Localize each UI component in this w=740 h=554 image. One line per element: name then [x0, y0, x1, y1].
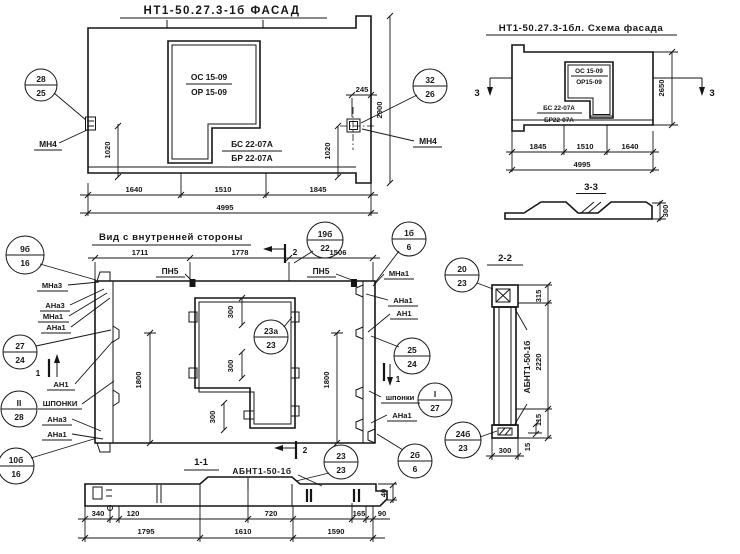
- callout-facade-right: [413, 69, 447, 103]
- dim-1800-right: 1800: [322, 371, 331, 389]
- cut3-label-right: 3: [709, 88, 715, 99]
- facade-view: [34, 5, 442, 216]
- facade-dim-2900: 2900: [375, 101, 384, 119]
- section1-dim-1590: 1590: [327, 527, 345, 536]
- callout-bottom: 24: [407, 359, 417, 369]
- label-ana1-bottom: АНа1: [47, 430, 67, 439]
- callout-bottom: 22: [320, 243, 330, 253]
- cut2-label-top: 2: [292, 247, 298, 257]
- cut1-arrow-left: [54, 354, 60, 363]
- callout-bottom: 23: [457, 278, 467, 288]
- callouts: [0, 69, 497, 484]
- callout-bottom: 25: [36, 88, 46, 98]
- callout-inner-left-mid: [3, 335, 37, 369]
- anchor-label-left: МН4: [39, 139, 57, 149]
- inner-dim-1506: 1506: [329, 248, 347, 257]
- dim-300-1: 300: [226, 305, 235, 319]
- section-3-3-profile: [505, 202, 652, 219]
- label-mna3: МНа3: [41, 281, 63, 290]
- callout-window-inner: [254, 320, 288, 354]
- callout-inner-right-mid: [394, 338, 430, 374]
- loop-label-1: ПН5: [161, 266, 179, 276]
- anchor-plate-right: [347, 119, 360, 132]
- section2-dim-15: 15: [523, 442, 532, 452]
- anchor-plate-left: [86, 117, 96, 130]
- callout-bottom: 16: [20, 258, 30, 268]
- callout-inner-top-left: [6, 236, 44, 274]
- facade-window-frame-mark: ОР 15-09: [191, 87, 227, 97]
- label-r-mna1: МНа1: [388, 269, 410, 278]
- section2-part-mark: АБНТ1-50-1б: [522, 340, 532, 394]
- section1-dim-90: 90: [377, 509, 387, 518]
- shear-keys-right: [356, 285, 375, 443]
- section2-dim-2220: 2220: [534, 353, 543, 371]
- section-1-1-title: 1-1: [194, 457, 208, 468]
- callout-bottom: 23: [458, 443, 468, 453]
- cut3-arrow-right: [699, 87, 705, 96]
- section2-column: [494, 307, 516, 425]
- shear-keys-left: [113, 326, 119, 406]
- callout-bottom: 23: [336, 465, 346, 475]
- inner-panel-outline: [95, 281, 375, 443]
- callout-top: 2б: [410, 450, 420, 460]
- schema-dim-1510: 1510: [576, 142, 594, 151]
- callout-top: 20: [457, 264, 467, 274]
- cut1-label-right: 1: [395, 374, 401, 384]
- facade-dim-1845: 1845: [309, 185, 327, 194]
- section-2-2: [486, 253, 552, 460]
- dim-1800-left: 1800: [134, 371, 143, 389]
- cut1-arrow-right: [387, 377, 393, 386]
- cut3-arrow-left: [487, 87, 493, 96]
- callout-top: 32: [425, 75, 435, 85]
- callout-bottom: 26: [425, 89, 435, 99]
- inner-window-opening: [195, 298, 295, 428]
- label-ana3: АНа3: [45, 301, 65, 310]
- dim-300-2: 300: [226, 359, 235, 373]
- facade-sill-block-mark: БС 22-07А: [231, 139, 273, 149]
- facade-dim-1020-right: 1020: [323, 142, 332, 160]
- schema-dim-2650: 2650: [657, 79, 666, 97]
- cut2-arrow-top: [263, 246, 272, 252]
- section2-dim-315: 315: [534, 289, 543, 303]
- cut2-arrow-bottom: [274, 445, 283, 451]
- callout-top: 25: [407, 345, 417, 355]
- section1-part-mark: АБНТ1-50-1б: [232, 466, 292, 476]
- callout-top: 24б: [455, 429, 471, 439]
- window-embedded-plates: [189, 312, 299, 419]
- section-3-3-title: 3-3: [584, 182, 598, 193]
- schema-dim-1845: 1845: [529, 142, 547, 151]
- callout-inner-top-right: [392, 222, 426, 256]
- section2-dim-300: 300: [498, 446, 512, 455]
- callout-section2-bottom: [445, 422, 481, 458]
- section1-dim-165: 165: [352, 509, 366, 518]
- callout-inner-right-key: [418, 383, 452, 417]
- callout-inner-bottom-right: [398, 444, 432, 478]
- label-r-ana1-bottom: АНа1: [392, 411, 412, 420]
- callout-top: 9б: [20, 244, 30, 254]
- dim-300-3: 300: [208, 410, 217, 424]
- callout-bottom: 6: [406, 242, 412, 252]
- facade-dim-1510: 1510: [214, 185, 232, 194]
- section1-dim-720: 720: [264, 509, 278, 518]
- section1-dim-340: 340: [91, 509, 105, 518]
- label-an1: АН1: [53, 380, 69, 389]
- callout-section2-top: [445, 258, 479, 292]
- section2-dim-115: 115: [534, 413, 543, 427]
- callout-inner-bottom-left: [0, 448, 34, 484]
- label-shponki-left: ШПОНКИ: [42, 399, 78, 408]
- cut1-label-left: 1: [35, 368, 41, 378]
- anchor-label-right: МН4: [419, 136, 437, 146]
- callout-top: 23а: [264, 326, 278, 336]
- schema-panel-outline: [512, 45, 653, 131]
- label-ana3-bottom: АНа3: [47, 415, 67, 424]
- facade-dim-4995: 4995: [216, 203, 234, 212]
- facade-dim-245: 245: [355, 85, 369, 94]
- callout-top: II: [16, 398, 22, 408]
- schema-dim-4995: 4995: [573, 160, 591, 169]
- schema-sill-block-mark: БС 22-07А: [543, 105, 575, 112]
- callout-bottom: 6: [412, 464, 418, 474]
- section-3-3-dim-300: 300: [661, 204, 670, 218]
- inner-dim-1711: 1711: [131, 248, 149, 257]
- callout-top: 1б: [404, 228, 414, 238]
- section1-dim-1795: 1795: [137, 527, 155, 536]
- facade-dim-1640: 1640: [125, 185, 143, 194]
- schema-dim-1640: 1640: [621, 142, 639, 151]
- section1-dim-120: 120: [126, 509, 140, 518]
- loop-label-2: ПН5: [312, 266, 330, 276]
- label-mna1: МНа1: [42, 312, 64, 321]
- inner-view: [36, 232, 420, 470]
- label-r-ana1: АНа1: [393, 296, 413, 305]
- callout-bottom: 27: [430, 403, 440, 413]
- callout-top: 27: [15, 341, 25, 351]
- section1-dim-1610: 1610: [234, 527, 252, 536]
- schema-sill-frame-mark: БР22-07А: [544, 117, 574, 124]
- facade-title: НТ1-50.27.3-1б ФАСАД: [143, 5, 301, 17]
- facade-window-block-mark: ОС 15-09: [190, 72, 228, 82]
- section1-profile: [85, 477, 387, 506]
- facade-leader-lines: [54, 93, 417, 143]
- facade-sill-frame-mark: БР 22-07А: [231, 153, 273, 163]
- label-r-an1: АН1: [396, 309, 412, 318]
- facade-dim-1020-left: 1020: [103, 141, 112, 159]
- schema-window-frame-mark: ОР15-09: [576, 79, 602, 86]
- section1-anchor-marks: [307, 489, 359, 502]
- schema-window-block-mark: ОС 15-09: [575, 68, 603, 75]
- callout-bottom: 28: [14, 412, 24, 422]
- callout-top: 10б: [8, 455, 24, 465]
- inner-dim-1778: 1778: [231, 248, 249, 257]
- callout-top: I: [433, 389, 437, 399]
- cut3-label-left: 3: [474, 88, 480, 99]
- callout-inner-left-key: [1, 391, 37, 427]
- callout-top: 19б: [317, 229, 333, 239]
- section-2-2-title: 2-2: [498, 253, 512, 264]
- section1-dim-40: 40: [379, 488, 388, 498]
- callout-bottom: 23: [266, 340, 276, 350]
- callout-top: 23: [336, 451, 346, 461]
- callout-bottom: 16: [11, 469, 21, 479]
- label-ana1: АНа1: [46, 323, 66, 332]
- cut2-label-bottom: 2: [302, 445, 308, 455]
- callout-top: 28: [36, 74, 46, 84]
- callout-section1: [324, 445, 358, 479]
- schema-view: [474, 23, 714, 222]
- schema-title: НТ1-50.27.3-1бл. Схема фасада: [498, 23, 664, 34]
- callout-inner-top: [307, 222, 343, 258]
- label-r-shponki: шпонки: [385, 393, 415, 402]
- callout-bottom: 24: [15, 355, 25, 365]
- callout-facade-left: [25, 69, 57, 101]
- inner-title: Вид с внутренней стороны: [99, 232, 243, 243]
